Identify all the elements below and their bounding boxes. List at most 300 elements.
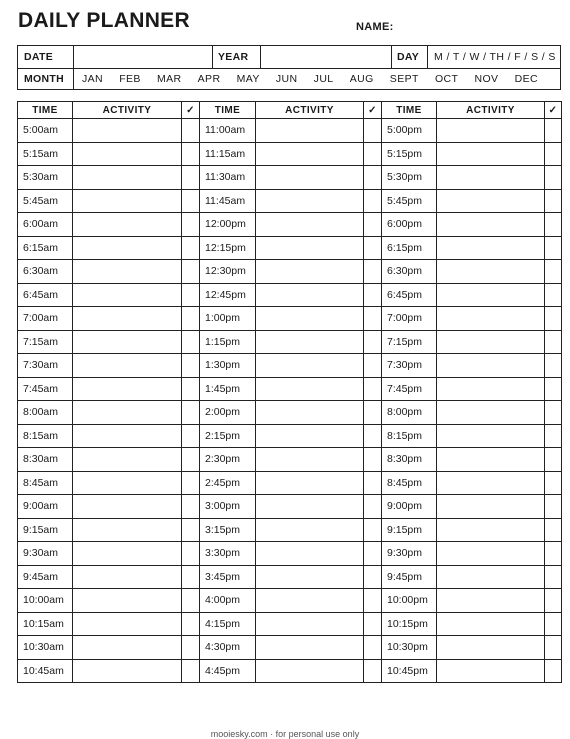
time-slot-label: 4:15pm <box>200 612 256 636</box>
time-slot-label: 10:00am <box>18 589 73 613</box>
time-slot-label: 10:45am <box>18 659 73 683</box>
checkbox-cell[interactable] <box>182 565 200 589</box>
activity-header: ACTIVITY <box>73 102 182 119</box>
activity-cell[interactable] <box>73 166 182 190</box>
year-field[interactable] <box>261 46 391 68</box>
activity-cell[interactable] <box>256 636 364 660</box>
activity-cell[interactable] <box>256 542 364 566</box>
activity-cell[interactable] <box>73 542 182 566</box>
table-row <box>382 189 562 213</box>
activity-cell[interactable] <box>73 142 182 166</box>
checkbox-cell[interactable] <box>545 612 562 636</box>
time-slot-label: 9:00pm <box>382 495 437 519</box>
checkbox-cell[interactable] <box>182 307 200 331</box>
time-header: TIME <box>18 102 73 119</box>
month-option[interactable]: NOV <box>474 73 499 85</box>
time-slot-label: 2:30pm <box>200 448 256 472</box>
time-slot-label: 10:15am <box>18 612 73 636</box>
activity-cell[interactable] <box>73 354 182 378</box>
activity-cell[interactable] <box>437 495 545 519</box>
table-row <box>200 142 382 166</box>
checkbox-cell[interactable] <box>545 448 562 472</box>
time-slot-label: 9:45pm <box>382 565 437 589</box>
activity-cell[interactable] <box>437 565 545 589</box>
time-slot-label: 12:45pm <box>200 283 256 307</box>
activity-cell[interactable] <box>437 518 545 542</box>
activity-cell[interactable] <box>437 213 545 237</box>
table-row <box>200 283 382 307</box>
time-slot-label: 10:30am <box>18 636 73 660</box>
time-slot-label: 11:00am <box>200 119 256 143</box>
checkbox-cell[interactable] <box>364 142 382 166</box>
time-slot-label: 8:45pm <box>382 471 437 495</box>
footer-text: mooiesky.com · for personal use only <box>210 729 360 739</box>
table-row <box>18 565 200 589</box>
activity-cell[interactable] <box>437 612 545 636</box>
table-row <box>18 471 200 495</box>
table-row <box>200 189 382 213</box>
schedule-column-evening <box>381 101 562 683</box>
activity-cell[interactable] <box>437 330 545 354</box>
time-slot-label: 10:00pm <box>382 589 437 613</box>
checkbox-cell[interactable] <box>545 166 562 190</box>
time-slot-label: 9:30pm <box>382 542 437 566</box>
activity-cell[interactable] <box>73 283 182 307</box>
activity-cell[interactable] <box>256 236 364 260</box>
month-option[interactable]: DEC <box>514 73 538 85</box>
checkbox-cell[interactable] <box>545 260 562 284</box>
month-option[interactable]: OCT <box>434 73 459 85</box>
month-row <box>18 68 560 90</box>
checkbox-cell[interactable] <box>182 448 200 472</box>
table-row <box>382 307 562 331</box>
checkbox-cell[interactable] <box>364 424 382 448</box>
month-label: MONTH <box>24 73 64 85</box>
month-option[interactable]: APR <box>197 73 221 85</box>
checkbox-cell[interactable] <box>182 189 200 213</box>
checkbox-cell[interactable] <box>545 307 562 331</box>
time-slot-label: 3:45pm <box>200 565 256 589</box>
activity-cell[interactable] <box>256 495 364 519</box>
time-slot-label: 5:00pm <box>382 119 437 143</box>
table-row <box>18 307 200 331</box>
activity-cell[interactable] <box>256 589 364 613</box>
table-row <box>200 236 382 260</box>
table-row <box>382 142 562 166</box>
table-row <box>18 260 200 284</box>
checkbox-cell[interactable] <box>182 542 200 566</box>
checkbox-cell[interactable] <box>182 424 200 448</box>
time-slot-label: 5:00am <box>18 119 73 143</box>
time-slot-label: 5:30pm <box>382 166 437 190</box>
name-label: NAME: <box>356 21 394 33</box>
time-slot-label: 8:00am <box>18 401 73 425</box>
activity-cell[interactable] <box>73 260 182 284</box>
checkbox-cell[interactable] <box>545 565 562 589</box>
table-row <box>18 495 200 519</box>
time-slot-label: 9:00am <box>18 495 73 519</box>
checkbox-cell[interactable] <box>364 471 382 495</box>
activity-cell[interactable] <box>73 448 182 472</box>
checkbox-cell[interactable] <box>364 236 382 260</box>
activity-cell[interactable] <box>437 142 545 166</box>
activity-cell[interactable] <box>437 448 545 472</box>
time-slot-label: 1:15pm <box>200 330 256 354</box>
schedule-column-afternoon <box>199 101 382 683</box>
activity-cell[interactable] <box>256 307 364 331</box>
time-slot-label: 2:15pm <box>200 424 256 448</box>
time-slot-label: 7:30pm <box>382 354 437 378</box>
table-row <box>382 119 562 143</box>
table-row <box>200 495 382 519</box>
time-slot-label: 6:00am <box>18 213 73 237</box>
table-row <box>200 354 382 378</box>
activity-cell[interactable] <box>73 189 182 213</box>
month-option[interactable]: MAR <box>156 73 182 85</box>
checkbox-cell[interactable] <box>364 119 382 143</box>
checkbox-cell[interactable] <box>182 659 200 683</box>
table-row <box>18 659 200 683</box>
activity-header: ACTIVITY <box>437 102 545 119</box>
time-slot-label: 1:30pm <box>200 354 256 378</box>
check-header-icon: ✓ <box>545 102 562 119</box>
activity-cell[interactable] <box>73 307 182 331</box>
checkbox-cell[interactable] <box>182 401 200 425</box>
activity-cell[interactable] <box>73 471 182 495</box>
table-row <box>382 495 562 519</box>
time-slot-label: 5:15am <box>18 142 73 166</box>
activity-cell[interactable] <box>256 377 364 401</box>
time-slot-label: 1:45pm <box>200 377 256 401</box>
checkbox-cell[interactable] <box>545 471 562 495</box>
table-row <box>382 354 562 378</box>
table-row <box>382 283 562 307</box>
table-row <box>382 659 562 683</box>
activity-cell[interactable] <box>437 119 545 143</box>
time-slot-label: 3:30pm <box>200 542 256 566</box>
checkbox-cell[interactable] <box>182 330 200 354</box>
checkbox-cell[interactable] <box>364 518 382 542</box>
activity-cell[interactable] <box>256 448 364 472</box>
activity-cell[interactable] <box>256 189 364 213</box>
table-row <box>200 448 382 472</box>
month-option[interactable]: AUG <box>349 73 374 85</box>
table-row <box>382 377 562 401</box>
activity-cell[interactable] <box>437 260 545 284</box>
activity-cell[interactable] <box>256 659 364 683</box>
checkbox-cell[interactable] <box>364 260 382 284</box>
time-slot-label: 4:00pm <box>200 589 256 613</box>
checkbox-cell[interactable] <box>182 260 200 284</box>
time-slot-label: 6:30am <box>18 260 73 284</box>
table-row <box>18 119 200 143</box>
time-slot-label: 11:15am <box>200 142 256 166</box>
table-row <box>382 166 562 190</box>
time-slot-label: 6:30pm <box>382 260 437 284</box>
time-slot-label: 6:15am <box>18 236 73 260</box>
time-slot-label: 8:15pm <box>382 424 437 448</box>
checkbox-cell[interactable] <box>545 330 562 354</box>
checkbox-cell[interactable] <box>364 612 382 636</box>
checkbox-cell[interactable] <box>364 589 382 613</box>
month-option[interactable]: FEB <box>119 73 141 85</box>
checkbox-cell[interactable] <box>545 213 562 237</box>
activity-cell[interactable] <box>437 283 545 307</box>
checkbox-cell[interactable] <box>364 330 382 354</box>
activity-cell[interactable] <box>256 354 364 378</box>
table-row <box>382 636 562 660</box>
table-row <box>200 260 382 284</box>
activity-cell[interactable] <box>437 354 545 378</box>
table-row <box>200 307 382 331</box>
month-option[interactable]: MAY <box>236 73 260 85</box>
table-row <box>200 471 382 495</box>
checkbox-cell[interactable] <box>364 166 382 190</box>
activity-cell[interactable] <box>73 424 182 448</box>
time-slot-label: 7:45pm <box>382 377 437 401</box>
table-row <box>18 189 200 213</box>
date-label: DATE <box>24 51 54 63</box>
checkbox-cell[interactable] <box>545 283 562 307</box>
activity-header: ACTIVITY <box>256 102 364 119</box>
activity-cell[interactable] <box>437 307 545 331</box>
table-row <box>382 260 562 284</box>
table-row <box>18 166 200 190</box>
table-row <box>18 542 200 566</box>
table-row <box>18 213 200 237</box>
time-slot-label: 6:45pm <box>382 283 437 307</box>
activity-cell[interactable] <box>256 612 364 636</box>
time-header: TIME <box>382 102 437 119</box>
activity-cell[interactable] <box>256 565 364 589</box>
month-option[interactable]: JAN <box>82 73 104 85</box>
activity-cell[interactable] <box>256 283 364 307</box>
activity-cell[interactable] <box>437 166 545 190</box>
activity-cell[interactable] <box>73 401 182 425</box>
time-slot-label: 10:45pm <box>382 659 437 683</box>
time-slot-label: 7:30am <box>18 354 73 378</box>
day-options[interactable]: M / T / W / TH / F / S / S <box>434 51 556 63</box>
checkbox-cell[interactable] <box>364 189 382 213</box>
checkbox-cell[interactable] <box>364 307 382 331</box>
date-row <box>18 46 560 69</box>
activity-cell[interactable] <box>256 142 364 166</box>
activity-cell[interactable] <box>73 377 182 401</box>
table-row <box>200 565 382 589</box>
checkbox-cell[interactable] <box>545 401 562 425</box>
checkbox-cell[interactable] <box>545 636 562 660</box>
table-row <box>18 236 200 260</box>
activity-cell[interactable] <box>437 189 545 213</box>
checkbox-cell[interactable] <box>364 354 382 378</box>
table-row <box>382 542 562 566</box>
activity-cell[interactable] <box>256 518 364 542</box>
table-row <box>382 565 562 589</box>
table-row <box>18 330 200 354</box>
activity-cell[interactable] <box>73 119 182 143</box>
table-row <box>200 401 382 425</box>
month-options <box>73 68 560 90</box>
checkbox-cell[interactable] <box>545 518 562 542</box>
table-row <box>18 589 200 613</box>
time-slot-label: 2:00pm <box>200 401 256 425</box>
activity-cell[interactable] <box>437 659 545 683</box>
month-option[interactable]: SEPT <box>389 73 419 85</box>
table-row <box>200 377 382 401</box>
year-label: YEAR <box>218 51 249 63</box>
table-row <box>382 401 562 425</box>
table-row <box>18 283 200 307</box>
checkbox-cell[interactable] <box>364 401 382 425</box>
checkbox-cell[interactable] <box>364 448 382 472</box>
activity-cell[interactable] <box>73 518 182 542</box>
checkbox-cell[interactable] <box>182 166 200 190</box>
activity-cell[interactable] <box>256 119 364 143</box>
activity-cell[interactable] <box>256 424 364 448</box>
checkbox-cell[interactable] <box>182 354 200 378</box>
activity-cell[interactable] <box>437 636 545 660</box>
checkbox-cell[interactable] <box>364 659 382 683</box>
activity-cell[interactable] <box>437 236 545 260</box>
activity-cell[interactable] <box>73 636 182 660</box>
checkbox-cell[interactable] <box>182 283 200 307</box>
checkbox-cell[interactable] <box>545 189 562 213</box>
checkbox-cell[interactable] <box>545 142 562 166</box>
time-slot-label: 8:15am <box>18 424 73 448</box>
checkbox-cell[interactable] <box>182 119 200 143</box>
activity-cell[interactable] <box>73 612 182 636</box>
activity-cell[interactable] <box>437 377 545 401</box>
activity-cell[interactable] <box>437 424 545 448</box>
activity-cell[interactable] <box>256 166 364 190</box>
table-row <box>382 213 562 237</box>
table-row <box>200 636 382 660</box>
checkbox-cell[interactable] <box>545 119 562 143</box>
checkbox-cell[interactable] <box>545 377 562 401</box>
time-slot-label: 5:15pm <box>382 142 437 166</box>
time-slot-label: 9:45am <box>18 565 73 589</box>
checkbox-cell[interactable] <box>545 424 562 448</box>
table-row <box>382 612 562 636</box>
table-row <box>200 518 382 542</box>
time-slot-label: 6:15pm <box>382 236 437 260</box>
time-slot-label: 9:15pm <box>382 518 437 542</box>
activity-cell[interactable] <box>73 495 182 519</box>
activity-cell[interactable] <box>256 471 364 495</box>
checkbox-cell[interactable] <box>545 589 562 613</box>
time-slot-label: 9:30am <box>18 542 73 566</box>
time-slot-label: 3:00pm <box>200 495 256 519</box>
time-slot-label: 6:45am <box>18 283 73 307</box>
time-slot-label: 4:30pm <box>200 636 256 660</box>
checkbox-cell[interactable] <box>182 142 200 166</box>
checkbox-cell[interactable] <box>545 495 562 519</box>
activity-cell[interactable] <box>256 213 364 237</box>
table-row <box>18 448 200 472</box>
table-row <box>18 424 200 448</box>
day-label: DAY <box>397 51 420 63</box>
activity-cell[interactable] <box>437 401 545 425</box>
table-row <box>18 518 200 542</box>
activity-cell[interactable] <box>73 236 182 260</box>
time-slot-label: 7:00am <box>18 307 73 331</box>
checkbox-cell[interactable] <box>364 213 382 237</box>
activity-cell[interactable] <box>256 260 364 284</box>
table-row <box>200 119 382 143</box>
table-row <box>382 236 562 260</box>
checkbox-cell[interactable] <box>364 377 382 401</box>
activity-cell[interactable] <box>73 589 182 613</box>
activity-cell[interactable] <box>437 471 545 495</box>
checkbox-cell[interactable] <box>364 542 382 566</box>
activity-cell[interactable] <box>437 589 545 613</box>
checkbox-cell[interactable] <box>545 659 562 683</box>
table-row <box>200 166 382 190</box>
checkbox-cell[interactable] <box>364 495 382 519</box>
table-row <box>382 448 562 472</box>
time-slot-label: 7:15am <box>18 330 73 354</box>
activity-cell[interactable] <box>73 565 182 589</box>
time-slot-label: 6:00pm <box>382 213 437 237</box>
checkbox-cell[interactable] <box>182 589 200 613</box>
check-header-icon: ✓ <box>364 102 382 119</box>
table-row <box>200 659 382 683</box>
month-option[interactable]: JUN <box>275 73 298 85</box>
checkbox-cell[interactable] <box>364 283 382 307</box>
table-row <box>200 330 382 354</box>
date-field[interactable] <box>74 46 212 68</box>
checkbox-cell[interactable] <box>182 518 200 542</box>
time-slot-label: 3:15pm <box>200 518 256 542</box>
table-row <box>200 542 382 566</box>
activity-cell[interactable] <box>73 213 182 237</box>
activity-cell[interactable] <box>437 542 545 566</box>
checkbox-cell[interactable] <box>364 565 382 589</box>
checkbox-cell[interactable] <box>182 213 200 237</box>
checkbox-cell[interactable] <box>545 542 562 566</box>
checkbox-cell[interactable] <box>182 377 200 401</box>
checkbox-cell[interactable] <box>182 636 200 660</box>
table-row <box>18 401 200 425</box>
activity-cell[interactable] <box>256 330 364 354</box>
time-slot-label: 10:30pm <box>382 636 437 660</box>
checkbox-cell[interactable] <box>182 612 200 636</box>
checkbox-cell[interactable] <box>182 236 200 260</box>
time-slot-label: 5:45am <box>18 189 73 213</box>
table-row <box>200 589 382 613</box>
checkbox-cell[interactable] <box>545 354 562 378</box>
month-option[interactable]: JUL <box>313 73 334 85</box>
checkbox-cell[interactable] <box>182 471 200 495</box>
table-row <box>382 589 562 613</box>
table-row <box>200 424 382 448</box>
time-slot-label: 2:45pm <box>200 471 256 495</box>
table-row <box>200 612 382 636</box>
activity-cell[interactable] <box>73 659 182 683</box>
table-row <box>382 424 562 448</box>
checkbox-cell[interactable] <box>182 495 200 519</box>
time-header: TIME <box>200 102 256 119</box>
activity-cell[interactable] <box>73 330 182 354</box>
table-row <box>18 377 200 401</box>
checkbox-cell[interactable] <box>364 636 382 660</box>
table-row <box>18 612 200 636</box>
time-slot-label: 11:30am <box>200 166 256 190</box>
time-slot-label: 8:30pm <box>382 448 437 472</box>
checkbox-cell[interactable] <box>545 236 562 260</box>
time-slot-label: 1:00pm <box>200 307 256 331</box>
activity-cell[interactable] <box>256 401 364 425</box>
